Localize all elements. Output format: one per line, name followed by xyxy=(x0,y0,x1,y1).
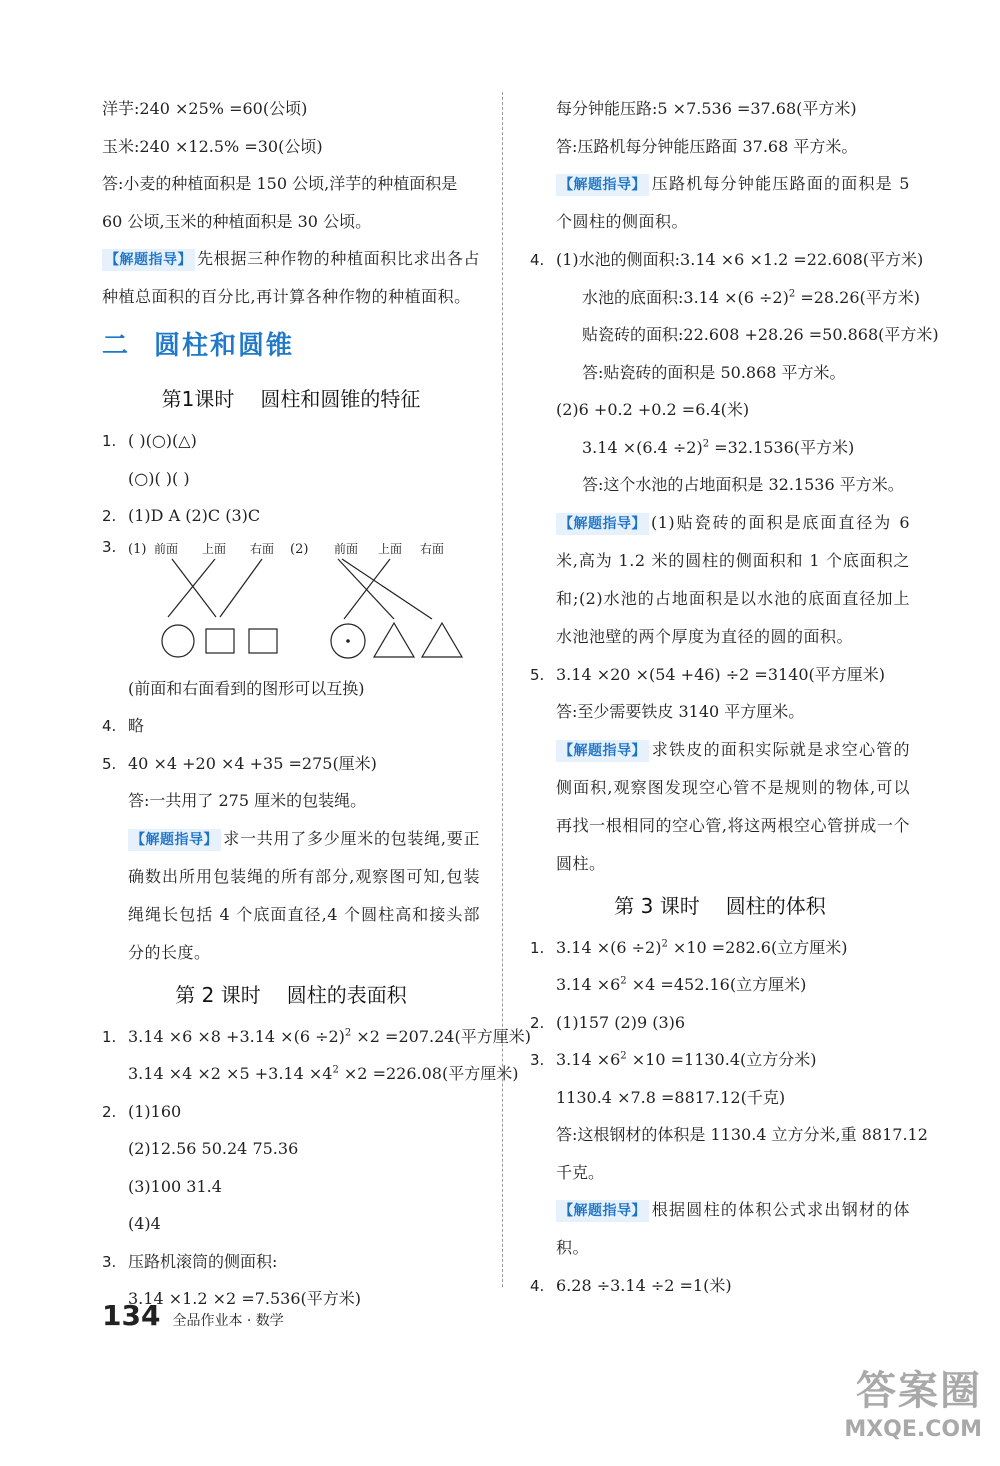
answer-line: (○)( )( ) xyxy=(128,468,190,488)
answer-text: =32.1536(平方米) xyxy=(709,437,855,457)
question-number: 5. xyxy=(102,754,117,773)
question-line xyxy=(102,1093,480,1131)
answer-line: 1130.4 ×7.8 =8817.12(千克) xyxy=(556,1087,786,1107)
question-number: 2. xyxy=(102,1102,117,1121)
answer-line: 3.14 ×1.2 ×2 =7.536(平方米) xyxy=(128,1289,362,1308)
hint-block xyxy=(530,1191,910,1267)
hint-label: 【解题指导】 xyxy=(556,740,649,762)
center-dot xyxy=(346,639,350,643)
hint-label-text: 解题指导 xyxy=(573,742,632,759)
front-view-label: 前面 xyxy=(154,541,179,556)
hint-block xyxy=(102,240,480,316)
question-number: 3. xyxy=(102,537,117,556)
lesson-number: 第1课时 xyxy=(161,387,235,411)
answer-text: 压路机滚筒的侧面积: xyxy=(128,1251,278,1271)
site-watermark xyxy=(772,1366,982,1456)
exponent: 2 xyxy=(620,1050,627,1062)
hint-label-text: 解题指导 xyxy=(573,515,632,532)
hint-label-text: 解题指导 xyxy=(145,831,204,848)
answer-text: 3.14 ×6 xyxy=(556,1050,621,1069)
answer-text: 3.14 ×20 ×(54 +46) ÷2 =3140(平方厘米) xyxy=(556,664,886,684)
answer-line: 每分钟能压路:5 ×7.536 =37.68(平方米) xyxy=(556,99,857,118)
hint-block xyxy=(102,820,480,972)
page-number: 134 xyxy=(102,1299,161,1332)
answer-text: 3.14 ×6 ×8 +3.14 ×(6 ÷2) xyxy=(128,1026,345,1046)
question-line xyxy=(102,745,480,783)
hint-label: 【解题指导】 xyxy=(556,1200,649,1222)
answer-line: 答:至少需要铁皮 3140 平方厘米。 xyxy=(556,702,805,721)
lesson-number: 第 3 课时 xyxy=(614,893,700,918)
answer-line: 答:这根钢材的体积是 1130.4 立方分米,重 8817.12 xyxy=(556,1125,928,1144)
answer-line: (2)12.56 50.24 75.36 xyxy=(128,1139,299,1158)
exponent: 2 xyxy=(661,938,668,950)
watermark-url-text: MXQE.COM xyxy=(844,1417,982,1442)
answer-text: 6.28 ÷3.14 ÷2 =1(米) xyxy=(556,1276,732,1295)
lesson-heading xyxy=(102,376,480,422)
lesson-heading xyxy=(102,972,480,1018)
question-number: 4. xyxy=(530,251,545,269)
answer-text: (1)D A (2)C (3)C xyxy=(128,506,261,525)
rectangle-shape xyxy=(206,629,234,653)
hint-text: 根据圆柱的体积公式求出钢材的体积。 xyxy=(556,1200,910,1257)
book-name: 全品作业本 · 数学 xyxy=(172,1313,284,1329)
top-view-label: 上面 xyxy=(378,541,403,556)
question-line xyxy=(530,656,910,694)
match-line xyxy=(168,559,215,617)
question-line xyxy=(530,1041,910,1079)
triangle-shape xyxy=(374,623,414,657)
match-line xyxy=(172,559,216,617)
text-line: 答:小麦的种植面积是 150 公顷,洋芋的种植面积是 xyxy=(102,174,458,193)
answer-text: 40 ×4 +20 ×4 +35 =275(厘米) xyxy=(128,753,377,773)
match-line xyxy=(344,559,390,619)
left-column xyxy=(102,90,531,1318)
answer-text: ×2 =207.24(平方厘米) xyxy=(351,1026,531,1046)
exponent: 2 xyxy=(332,1064,339,1076)
answer-text: 3.14 ×6 xyxy=(556,975,621,994)
page-footer xyxy=(102,1296,284,1336)
hint-label: 【解题指导】 xyxy=(556,174,649,196)
rectangle-shape xyxy=(249,629,277,653)
hint-text: 先根据三种作物的种植面积比求出各占种植总面积的百分比,再计算各种作物的种植面积。 xyxy=(102,249,480,306)
exponent: 2 xyxy=(788,288,796,300)
circle-shape xyxy=(162,625,194,657)
unit-title: 圆柱和圆锥 xyxy=(154,331,295,361)
question-line xyxy=(530,1267,910,1305)
question-number: 1. xyxy=(530,938,545,957)
question-line xyxy=(530,1004,910,1042)
match-line xyxy=(220,559,262,617)
exponent: 2 xyxy=(620,975,627,987)
answer-line: 贴瓷砖的面积:22.608 +28.26 =50.868(平方米) xyxy=(582,325,939,344)
top-view-label: 上面 xyxy=(202,541,227,556)
answer-text: 水池的底面积:3.14 ×(6 ÷2) xyxy=(582,287,789,307)
answer-text: (1)水池的侧面积:3.14 ×6 ×1.2 =22.608(平方米) xyxy=(556,250,924,269)
question-number: 3. xyxy=(530,1051,545,1069)
question-line xyxy=(530,241,924,279)
question-number: 4. xyxy=(530,1277,545,1295)
lesson-title: 圆柱的体积 xyxy=(725,893,826,918)
lesson-title: 圆柱和圆锥的特征 xyxy=(260,387,421,411)
part-label: (2) xyxy=(290,541,309,557)
question-number: 3. xyxy=(102,1252,117,1271)
question-number: 1. xyxy=(102,1027,117,1046)
answer-line xyxy=(530,966,910,1004)
answer-line xyxy=(530,429,910,467)
answer-line: (3)100 31.4 xyxy=(128,1176,222,1196)
question-number: 5. xyxy=(530,665,545,684)
watermark-top-text: 答案圈 xyxy=(856,1368,982,1414)
match-line xyxy=(342,559,432,619)
answer-line: 答:一共用了 275 厘米的包装绳。 xyxy=(128,791,367,810)
exponent: 2 xyxy=(702,438,710,450)
hint-label: 【解题指导】 xyxy=(556,513,649,535)
answer-text: 3.14 ×4 ×2 ×5 +3.14 ×4 xyxy=(128,1064,333,1083)
triangle-shape xyxy=(422,623,462,657)
answer-line xyxy=(102,1055,519,1093)
unit-heading xyxy=(102,316,480,376)
question-line xyxy=(102,1018,531,1056)
hint-block xyxy=(530,504,910,656)
answer-line xyxy=(530,279,921,317)
lesson-title: 圆柱的表面积 xyxy=(286,982,407,1007)
view-diagram-svg xyxy=(102,535,480,670)
hint-block xyxy=(530,731,910,883)
answer-text: 3.14 ×(6.4 ÷2) xyxy=(582,437,703,457)
match-line xyxy=(338,559,394,619)
answer-text: ×10 =1130.4(立方分米) xyxy=(626,1050,817,1069)
hint-text: 求铁皮的面积实际就是求空心管的侧面积,观察图发现空心管不是规则的物体,可以再找一根相同的空心管,将这两根空心管拼成一个圆柱。 xyxy=(556,739,910,873)
question-number: 4. xyxy=(102,717,117,735)
answer-line: (2)6 +0.2 +0.2 =6.4(米) xyxy=(556,400,750,419)
hint-label-text: 解题指导 xyxy=(573,1203,632,1219)
question-number: 1. xyxy=(102,432,117,450)
answer-line: 答:压路机每分钟能压路面 37.68 平方米。 xyxy=(556,136,858,156)
note-line: (前面和右面看到的图形可以互换) xyxy=(128,678,365,698)
lesson-heading xyxy=(530,883,910,929)
view-matching-diagram xyxy=(102,535,480,670)
text-line: 洋芋:240 ×25% =60(公顷) xyxy=(102,99,308,118)
hint-text: (1)贴瓷砖的面积是底面直径为 6 米,高为 1.2 米的圆柱的侧面积和 1 个底面积之和;(2)水池的占地面积是以水池的底面直径加上水池池壁的两个厚度为直径的圆的面积。 xyxy=(556,512,910,646)
exponent: 2 xyxy=(344,1027,352,1039)
answer-line: 千克。 xyxy=(556,1162,605,1182)
part-label: (1) xyxy=(128,541,147,557)
hint-block xyxy=(530,165,910,241)
question-line xyxy=(102,422,480,460)
answer-line: 答:这个水池的占地面积是 32.1536 平方米。 xyxy=(582,475,904,494)
hint-label-text: 解题指导 xyxy=(573,177,632,193)
answer-text: ×10 =282.6(立方厘米) xyxy=(667,937,848,957)
right-view-label: 右面 xyxy=(420,541,445,556)
answer-text: (1)160 xyxy=(128,1101,182,1121)
front-view-label: 前面 xyxy=(334,541,359,556)
answer-text: ×2 =226.08(平方厘米) xyxy=(338,1064,519,1083)
answer-text: 略 xyxy=(128,716,145,735)
hint-label-text: 解题指导 xyxy=(119,252,178,268)
right-view-label: 右面 xyxy=(250,541,275,556)
question-line xyxy=(530,929,910,967)
answer-text: 3.14 ×(6 ÷2) xyxy=(556,937,662,957)
answer-line: 答:贴瓷砖的面积是 50.868 平方米。 xyxy=(582,362,846,382)
question-number: 2. xyxy=(530,1013,545,1032)
question-line xyxy=(102,1243,480,1281)
unit-number: 二 xyxy=(102,331,131,361)
hint-label: 【解题指导】 xyxy=(102,249,195,271)
text-line: 60 公顷,玉米的种植面积是 30 公顷。 xyxy=(102,211,372,231)
question-number: 2. xyxy=(102,507,117,525)
answer-text: =28.26(平方米) xyxy=(795,287,921,307)
hint-text: 求一共用了多少厘米的包装绳,要正确数出所用包装绳的所有部分,观察图可知,包装绳绳长包括 4 个底面直径,4 个圆柱高和接头部分的长度。 xyxy=(128,828,480,962)
answer-line: (4)4 xyxy=(128,1214,161,1233)
text-line: 玉米:240 ×12.5% =30(公顷) xyxy=(102,136,323,156)
right-column xyxy=(530,90,939,1305)
answer-text: ( )(○)(△) xyxy=(128,431,197,450)
answer-text: ×4 =452.16(立方厘米) xyxy=(626,975,807,994)
question-line xyxy=(102,707,480,745)
answer-text: (1)157 (2)9 (3)6 xyxy=(556,1012,686,1032)
lesson-number: 第 2 课时 xyxy=(175,982,261,1007)
hint-label: 【解题指导】 xyxy=(128,829,221,851)
column-divider xyxy=(502,92,503,1287)
question-line xyxy=(102,497,480,535)
hint-text: 压路机每分钟能压路面的面积是 5 个圆柱的侧面积。 xyxy=(556,174,910,231)
